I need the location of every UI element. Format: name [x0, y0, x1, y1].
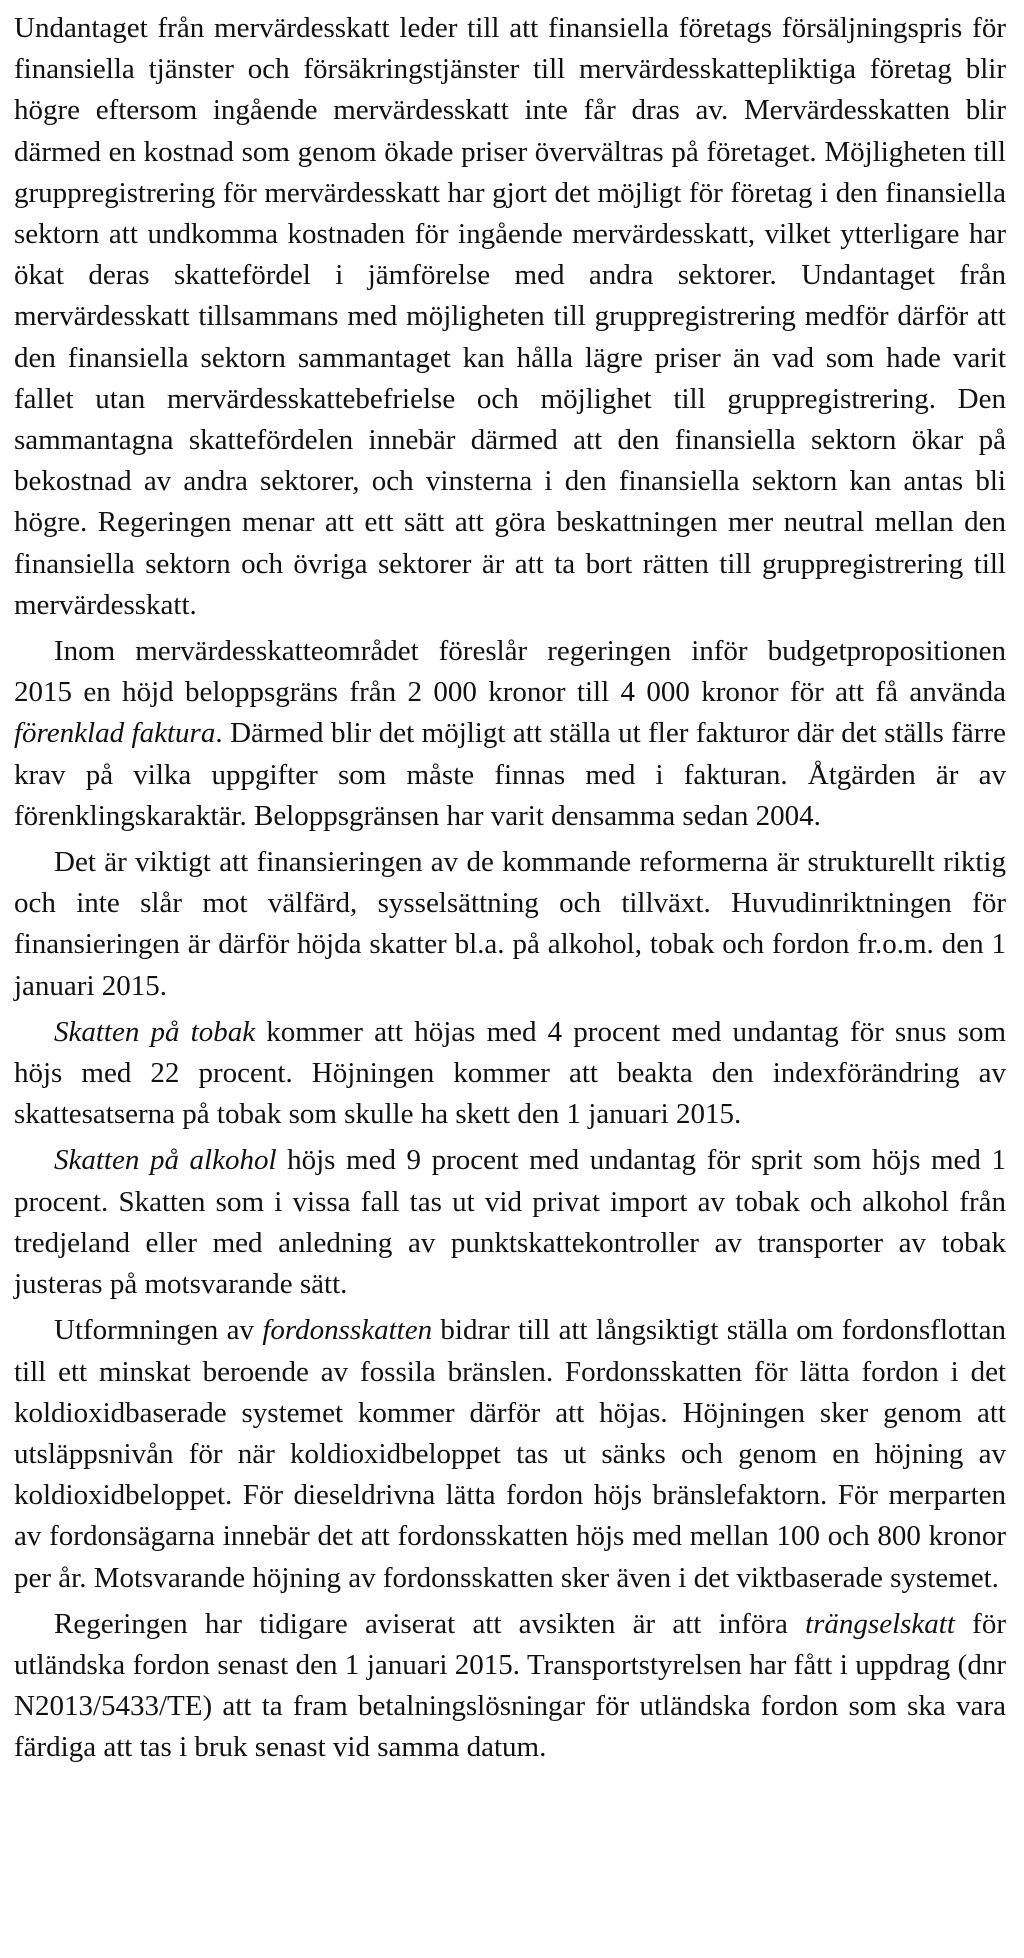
paragraph-simplified-invoice [14, 631, 1006, 837]
paragraph-text: . Därmed blir det möjligt att ställa ut fler fakturor där det ställs färre krav på vilka uppgifter som måste finnas med i fakturan. Åtgärden är av förenklingskaraktär. Beloppsgränsen har varit densamma sedan 2004. [14, 717, 1006, 832]
paragraph-text: Inom mervärdesskatteområdet föreslår regeringen inför budgetpropositionen 2015 en höjd beloppsgräns från 2 000 kronor till 4 000 kronor för att få använda [14, 635, 1006, 709]
paragraph-text: Det är viktigt att finansieringen av de kommande reformerna är strukturellt riktig och inte slår mot välfärd, sysselsättning och tillväxt. Huvudinriktningen för finansieringen är därför höjda skatter bl.a. på alkohol, tobak och fordon fr.o.m. den 1 januari 2015. [14, 846, 1006, 1002]
paragraph-text: för utländska fordon senast den 1 januari 2015. Transportstyrelsen har fått i uppdrag (dnr N2013/5433/TE) att ta fram betalningslösningar för utländska fordon som ska vara färdiga att tas i bruk senast vid samma datum. [14, 1607, 1006, 1764]
italic-term: fordonsskatten [262, 1314, 433, 1347]
paragraph-text: Utformningen av [54, 1314, 263, 1347]
paragraph-congestion-tax [14, 1604, 1006, 1769]
paragraph-vehicle-tax [14, 1310, 1006, 1598]
italic-term: Skatten på alkohol [54, 1144, 277, 1177]
paragraph-alcohol-tax [14, 1140, 1006, 1305]
paragraph-text: höjs med 9 procent med undantag för sprit som höjs med 1 procent. Skatten som i vissa fall tas ut vid privat import av tobak och alkohol från tredjeland eller med anledning av punktskattekontroller av transporter av tobak justeras på motsvarande sätt. [14, 1144, 1006, 1301]
paragraph-text: Undantaget från mervärdesskatt leder till att finansiella företags försäljningspris för finansiella tjänster och försäkringstjänster till mervärdesskattepliktiga företag blir högre eftersom ingående mervärdesskatt inte får dras av. Mervärdesskatten blir därmed en kostnad som genom ökade priser övervältras på företaget. Möjligheten till gruppregistrering för mervärdesskatt har gjort det möjligt för företag i den finansiella sektorn att undkomma kostnaden för ingående mervärdesskatt, vilket ytterligare har ökat deras skattefördel i jämförelse med andra sektorer. Undantaget från mervärdesskatt tillsammans med möjligheten till gruppregistrering medför därför att den finansiella sektorn sammantaget kan hålla lägre priser än vad som hade varit fallet utan mervärdesskattebefrielse och möjlighet till gruppregistrering. Den sammantagna skattefördelen innebär därmed att den finansiella sektorn ökar på bekostnad av andra sektorer, och vinsterna i den finansiella sektorn kan antas bli högre. Regeringen menar att ett sätt att göra beskattningen mer neutral mellan den finansiella sektorn och övriga sektorer är att ta bort rätten till gruppregistrering till mervärdesskatt. [14, 12, 1006, 621]
paragraph-text: bidrar till att långsiktigt ställa om fordonsflottan till ett minskat beroende av fossila bränslen. Fordonsskatten för lätta fordon i det koldioxidbaserade systemet kommer därför att höjas. Höjningen sker genom att utsläppsnivån för när koldioxidbeloppet tas ut sänks och genom en höjning av koldioxidbeloppet. För dieseldrivna lätta fordon höjs bränslefaktorn. För merparten av fordonsägarna innebär det att fordonsskatten höjs med mellan 100 och 800 kronor per år. Motsvarande höjning av fordonsskatten sker även i det viktbaserade systemet. [14, 1314, 1006, 1594]
paragraph-financing [14, 842, 1006, 1007]
document-page [14, 8, 1006, 1774]
italic-term: Skatten på tobak [54, 1015, 256, 1048]
paragraph-tobacco-tax [14, 1012, 1006, 1136]
paragraph-text: kommer att höjas med 4 procent med undantag för snus som höjs med 22 procent. Höjningen kommer att beakta den indexförändring av skattesatserna på tobak som skulle ha skett den 1 januari 2015. [14, 1015, 1007, 1131]
paragraph-vat-exemption [14, 8, 1006, 626]
italic-term: förenklad faktura [14, 717, 216, 750]
paragraph-text: Regeringen har tidigare aviserat att avsikten är att införa [54, 1607, 806, 1640]
italic-term: trängselskatt [805, 1607, 955, 1640]
